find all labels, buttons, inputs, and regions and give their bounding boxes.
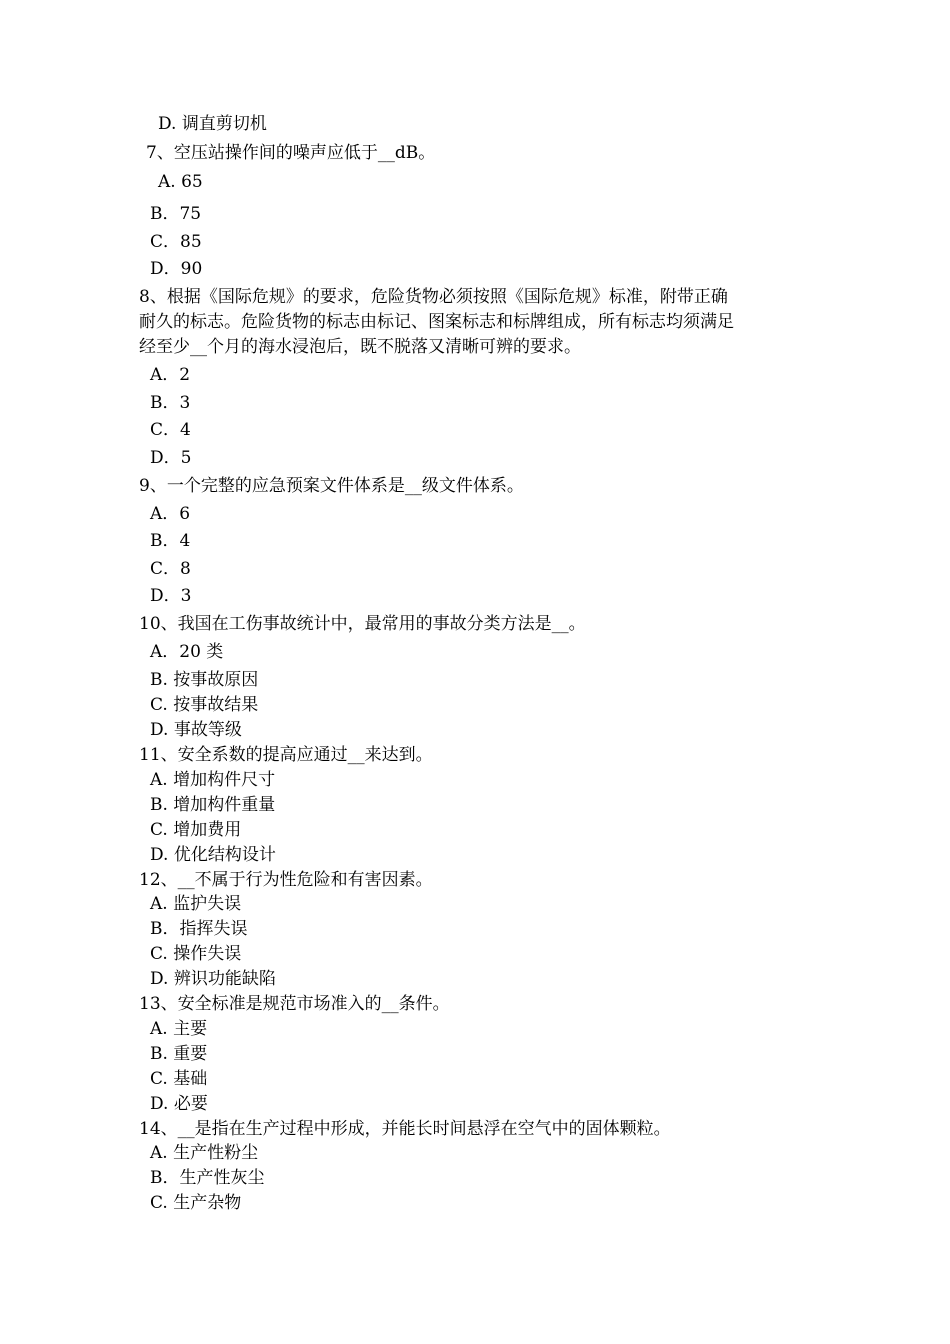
question-8-line-2: 耐久的标志。危险货物的标志由标记、图案标志和标牌组成，所有标志均须满足	[139, 312, 734, 332]
question-9: 9、一个完整的应急预案文件体系是__级文件体系。	[139, 476, 524, 496]
option-10b: B. 按事故原因	[150, 670, 259, 690]
question-13: 13、安全标准是规范市场准入的__条件。	[139, 994, 450, 1014]
option-13b: B. 重要	[150, 1044, 208, 1064]
option-8d: D．5	[150, 448, 192, 468]
option-9b: B．4	[150, 531, 191, 551]
option-6d: D. 调直剪切机	[158, 114, 267, 134]
option-9c: C．8	[150, 559, 191, 579]
option-11d: D. 优化结构设计	[150, 845, 276, 865]
option-8b: B．3	[150, 393, 191, 413]
option-10a: A．20 类	[150, 642, 224, 662]
option-10c: C. 按事故结果	[150, 695, 259, 715]
option-7c: C．85	[150, 232, 202, 252]
question-10: 10、我国在工伤事故统计中，最常用的事故分类方法是__。	[139, 614, 586, 634]
option-14c: C. 生产杂物	[150, 1193, 242, 1213]
option-13d: D. 必要	[150, 1094, 208, 1114]
option-12a: A. 监护失误	[150, 894, 242, 914]
question-8-line-3: 经至少__个月的海水浸泡后，既不脱落又清晰可辨的要求。	[139, 337, 581, 357]
option-13a: A. 主要	[150, 1019, 208, 1039]
option-12b: B．指挥失误	[150, 919, 248, 939]
question-12: 12、__不属于行为性危险和有害因素。	[139, 870, 433, 890]
option-9d: D．3	[150, 586, 192, 606]
option-14a: A. 生产性粉尘	[150, 1143, 259, 1163]
option-11a: A. 增加构件尺寸	[150, 770, 276, 790]
option-10d: D. 事故等级	[150, 720, 242, 740]
option-13c: C. 基础	[150, 1069, 208, 1089]
option-12c: C. 操作失误	[150, 944, 242, 964]
option-9a: A．6	[150, 504, 191, 524]
question-8-line-1: 8、根据《国际危规》的要求，危险货物必须按照《国际危规》标准，附带正确	[139, 287, 728, 307]
option-11c: C. 增加费用	[150, 820, 242, 840]
option-12d: D. 辨识功能缺陷	[150, 969, 276, 989]
option-7d: D．90	[150, 259, 203, 279]
option-7b: B．75	[150, 204, 202, 224]
option-11b: B. 增加构件重量	[150, 795, 276, 815]
option-8c: C．4	[150, 420, 191, 440]
question-11: 11、安全系数的提高应通过__来达到。	[139, 745, 433, 765]
option-7a: A. 65	[158, 172, 203, 192]
option-14b: B．生产性灰尘	[150, 1168, 265, 1188]
question-14: 14、__是指在生产过程中形成，并能长时间悬浮在空气中的固体颗粒。	[139, 1119, 671, 1139]
question-7: 7、空压站操作间的噪声应低于__dB。	[146, 143, 436, 163]
option-8a: A．2	[150, 365, 191, 385]
